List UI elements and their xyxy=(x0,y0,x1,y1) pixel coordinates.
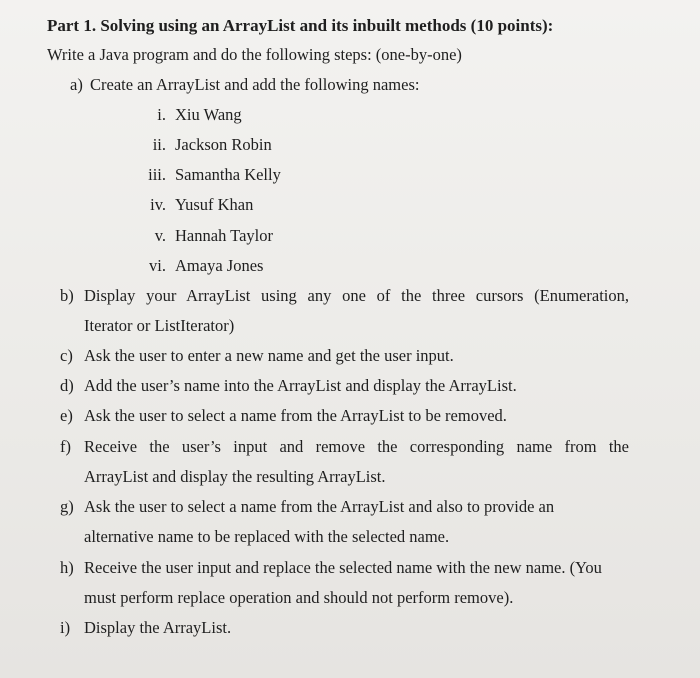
step-c-line1: Ask the user to enter a new name and get the user input. xyxy=(84,346,454,365)
name-numeral: ii. xyxy=(152,135,166,154)
step-h-label: h) xyxy=(60,558,74,577)
name-text: Hannah Taylor xyxy=(175,226,273,245)
step-f-line1: Receive the user’s input and remove the corresponding name from the xyxy=(84,437,629,456)
step-f-label: f) xyxy=(60,437,71,456)
step-g-label: g) xyxy=(60,497,74,516)
step-a-text: Create an ArrayList and add the following names: xyxy=(90,75,420,94)
intro-text: Write a Java program and do the following steps: (one-by-one) xyxy=(47,45,462,64)
step-g-line1: Ask the user to select a name from the ArrayList and also to provide an xyxy=(84,497,555,516)
step-e-line1: Ask the user to select a name from the ArrayList to be removed. xyxy=(84,406,507,425)
step-b-line1: Display your ArrayList using any one of the three cursors (Enumeration, xyxy=(84,286,629,305)
name-text: Samantha Kelly xyxy=(175,165,281,184)
name-numeral: iii. xyxy=(148,165,166,184)
step-i-line1: Display the ArrayList. xyxy=(84,618,232,637)
step-e-label: e) xyxy=(60,406,73,425)
name-text: Xiu Wang xyxy=(175,105,242,124)
step-i-label: i) xyxy=(60,618,71,637)
name-numeral: i. xyxy=(157,105,166,124)
step-g-line2: alternative name to be replaced with the selected name. xyxy=(84,527,450,546)
name-numeral: vi. xyxy=(149,256,166,275)
name-numeral: iv. xyxy=(150,195,166,214)
step-c-label: c) xyxy=(60,346,73,365)
name-text: Jackson Robin xyxy=(175,135,272,154)
part-title: Part 1. Solving using an ArrayList and its inbuilt methods (10 points): xyxy=(47,16,554,35)
step-h-line1: Receive the user input and replace the selected name with the new name. (You xyxy=(84,558,602,577)
step-d-line1: Add the user’s name into the ArrayList and display the ArrayList. xyxy=(84,376,517,395)
step-a-label: a) xyxy=(70,75,83,94)
name-text: Yusuf Khan xyxy=(175,195,254,214)
step-b-line2: Iterator or ListIterator) xyxy=(84,316,235,335)
step-f-line2: ArrayList and display the resulting ArrayList. xyxy=(84,467,386,486)
name-numeral: v. xyxy=(154,226,166,245)
step-h-line2: must perform replace operation and should not perform remove). xyxy=(84,588,514,607)
step-b-label: b) xyxy=(60,286,74,305)
name-text: Amaya Jones xyxy=(175,256,264,275)
step-d-label: d) xyxy=(60,376,74,395)
